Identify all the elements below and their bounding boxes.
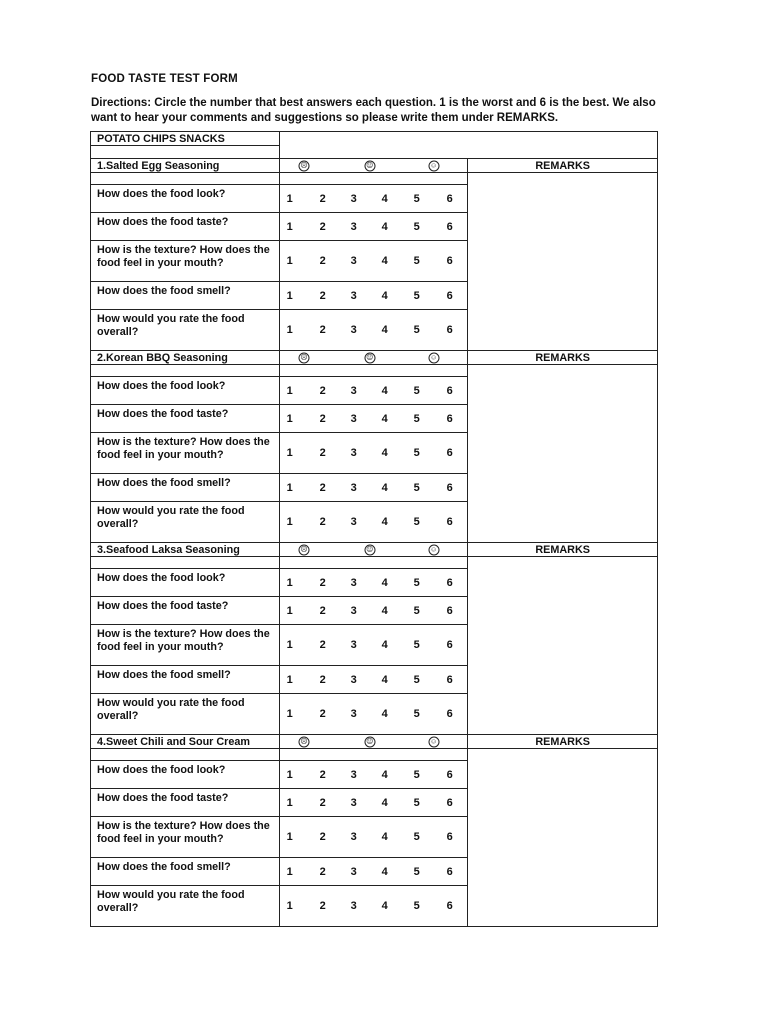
rating-option[interactable]: 1 [286, 324, 293, 336]
remarks-header: REMARKS [468, 159, 658, 173]
rating-option[interactable]: 6 [446, 289, 453, 302]
rating-option[interactable]: 5 [413, 324, 420, 336]
rating-option[interactable]: 4 [381, 447, 388, 459]
rating-faces [279, 159, 468, 173]
question-text: How does the food look? [91, 569, 280, 597]
rating-option[interactable]: 2 [319, 220, 326, 233]
rating-scale [279, 597, 468, 625]
question-text: How does the food taste? [91, 597, 280, 625]
rating-option[interactable]: 2 [319, 768, 326, 781]
rating-option[interactable]: 4 [381, 831, 388, 843]
rating-option[interactable]: 5 [413, 192, 420, 205]
question-text: How does the food taste? [91, 789, 280, 817]
rating-option[interactable]: 6 [446, 604, 453, 617]
rating-scale [279, 789, 468, 817]
rating-option[interactable]: 4 [381, 481, 388, 494]
rating-option[interactable]: 5 [413, 708, 420, 720]
rating-option[interactable]: 3 [350, 516, 357, 528]
section-name: 3.Seafood Laksa Seasoning [91, 543, 280, 557]
rating-option[interactable]: 3 [350, 220, 357, 233]
rating-option[interactable]: 6 [446, 768, 453, 781]
rating-option[interactable]: 5 [413, 604, 420, 617]
remarks-header: REMARKS [468, 543, 658, 557]
category-label: POTATO CHIPS SNACKS [91, 132, 280, 146]
rating-option[interactable]: 4 [381, 900, 388, 912]
rating-option[interactable]: 6 [446, 673, 453, 686]
blank-cell [91, 146, 280, 159]
rating-scale [279, 569, 468, 597]
rating-scale [279, 666, 468, 694]
rating-option[interactable]: 5 [413, 255, 420, 267]
rating-option[interactable]: 4 [381, 768, 388, 781]
rating-option[interactable]: 2 [319, 481, 326, 494]
rating-option[interactable]: 5 [413, 447, 420, 459]
rating-option[interactable]: 6 [446, 796, 453, 809]
question-text: How does the food smell? [91, 474, 280, 502]
rating-option[interactable]: 6 [446, 192, 453, 205]
rating-option[interactable]: 4 [381, 708, 388, 720]
rating-option[interactable]: 6 [446, 831, 453, 843]
rating-option[interactable]: 4 [381, 289, 388, 302]
header-blank-cell [279, 132, 657, 159]
rating-scale [279, 377, 468, 405]
rating-option[interactable]: 1 [286, 192, 293, 205]
question-text: How does the food look? [91, 761, 280, 789]
rating-option[interactable]: 4 [381, 220, 388, 233]
rating-option[interactable]: 2 [319, 900, 326, 912]
rating-option[interactable]: 5 [413, 796, 420, 809]
rating-option[interactable]: 4 [381, 384, 388, 397]
rating-option[interactable]: 6 [446, 516, 453, 528]
remarks-box[interactable] [468, 749, 658, 927]
rating-option[interactable]: 5 [413, 673, 420, 686]
question-text: How is the texture? How does the food feel in your mouth? [91, 817, 280, 858]
question-text: How does the food smell? [91, 282, 280, 310]
rating-option[interactable]: 2 [319, 831, 326, 843]
rating-option[interactable]: 3 [350, 481, 357, 494]
rating-option[interactable]: 2 [319, 708, 326, 720]
neutral-face-icon: 😐 [366, 546, 374, 553]
rating-option[interactable]: 3 [350, 324, 357, 336]
rating-option[interactable]: 1 [286, 768, 293, 781]
section-name: 4.Sweet Chili and Sour Cream [91, 735, 280, 749]
rating-scale [279, 886, 468, 927]
rating-option[interactable]: 3 [350, 412, 357, 425]
rating-scale [279, 213, 468, 241]
remarks-box[interactable] [468, 365, 658, 543]
rating-option[interactable]: 1 [286, 639, 293, 651]
rating-scale [279, 282, 468, 310]
question-text: How would you rate the food overall? [91, 694, 280, 735]
rating-option[interactable]: 6 [446, 481, 453, 494]
rating-option[interactable]: 5 [413, 481, 420, 494]
rating-option[interactable]: 6 [446, 865, 453, 878]
rating-option[interactable]: 5 [413, 865, 420, 878]
rating-option[interactable]: 5 [413, 900, 420, 912]
question-text: How does the food look? [91, 185, 280, 213]
rating-option[interactable]: 2 [319, 865, 326, 878]
rating-option[interactable]: 2 [319, 673, 326, 686]
rating-option[interactable]: 5 [413, 576, 420, 589]
rating-option[interactable]: 4 [381, 516, 388, 528]
rating-option[interactable]: 3 [350, 865, 357, 878]
remarks-header: REMARKS [468, 735, 658, 749]
neutral-face-icon: 😐 [366, 162, 374, 169]
rating-option[interactable]: 2 [319, 639, 326, 651]
rating-option[interactable]: 1 [286, 447, 293, 459]
form-title: FOOD TASTE TEST FORM [91, 73, 238, 85]
rating-option[interactable]: 4 [381, 255, 388, 267]
rating-option[interactable]: 3 [350, 708, 357, 720]
question-text: How does the food taste? [91, 213, 280, 241]
spacer-cell [279, 365, 468, 377]
question-text: How would you rate the food overall? [91, 310, 280, 351]
rating-option[interactable]: 4 [381, 673, 388, 686]
rating-option[interactable]: 5 [413, 831, 420, 843]
rating-option[interactable]: 3 [350, 768, 357, 781]
question-text: How would you rate the food overall? [91, 886, 280, 927]
rating-scale [279, 694, 468, 735]
rating-option[interactable]: 4 [381, 324, 388, 336]
rating-option[interactable]: 4 [381, 639, 388, 651]
rating-option[interactable]: 4 [381, 865, 388, 878]
spacer-cell [279, 749, 468, 761]
spacer-cell [91, 749, 280, 761]
taste-test-table [90, 131, 658, 927]
rating-option[interactable]: 3 [350, 576, 357, 589]
rating-option[interactable]: 2 [319, 447, 326, 459]
rating-option[interactable]: 1 [286, 576, 293, 589]
rating-option[interactable]: 6 [446, 900, 453, 912]
rating-scale [279, 405, 468, 433]
section-name: 2.Korean BBQ Seasoning [91, 351, 280, 365]
rating-option[interactable]: 2 [319, 576, 326, 589]
happy-face-icon: ☺ [429, 162, 438, 169]
rating-option[interactable]: 5 [413, 639, 420, 651]
rating-option[interactable]: 1 [286, 384, 293, 397]
spacer-cell [279, 173, 468, 185]
rating-scale [279, 241, 468, 282]
rating-option[interactable]: 3 [350, 831, 357, 843]
rating-option[interactable]: 3 [350, 604, 357, 617]
rating-option[interactable]: 4 [381, 576, 388, 589]
rating-scale [279, 310, 468, 351]
rating-option[interactable]: 5 [413, 384, 420, 397]
rating-scale [279, 625, 468, 666]
rating-option[interactable]: 2 [319, 289, 326, 302]
rating-option[interactable]: 5 [413, 220, 420, 233]
rating-option[interactable]: 4 [381, 192, 388, 205]
happy-face-icon: ☺ [429, 546, 438, 553]
rating-option[interactable]: 1 [286, 516, 293, 528]
rating-option[interactable]: 3 [350, 639, 357, 651]
rating-option[interactable]: 6 [446, 324, 453, 336]
rating-option[interactable]: 3 [350, 289, 357, 302]
question-text: How is the texture? How does the food feel in your mouth? [91, 433, 280, 474]
rating-faces [279, 735, 468, 749]
spacer-cell [91, 557, 280, 569]
rating-option[interactable]: 4 [381, 796, 388, 809]
rating-scale [279, 433, 468, 474]
rating-option[interactable]: 2 [319, 516, 326, 528]
rating-option[interactable]: 2 [319, 255, 326, 267]
rating-option[interactable]: 6 [446, 708, 453, 720]
sad-face-icon: ☹ [300, 546, 308, 553]
question-text: How is the texture? How does the food feel in your mouth? [91, 625, 280, 666]
rating-option[interactable]: 1 [286, 831, 293, 843]
rating-option[interactable]: 2 [319, 192, 326, 205]
rating-option[interactable]: 2 [319, 604, 326, 617]
rating-option[interactable]: 3 [350, 192, 357, 205]
rating-option[interactable]: 3 [350, 796, 357, 809]
question-text: How does the food look? [91, 377, 280, 405]
question-text: How does the food smell? [91, 858, 280, 886]
rating-option[interactable]: 5 [413, 289, 420, 302]
question-text: How would you rate the food overall? [91, 502, 280, 543]
rating-option[interactable]: 1 [286, 255, 293, 267]
rating-faces [279, 351, 468, 365]
neutral-face-icon: 😐 [366, 738, 374, 745]
rating-option[interactable]: 6 [446, 255, 453, 267]
rating-option[interactable]: 1 [286, 412, 293, 425]
rating-option[interactable]: 4 [381, 412, 388, 425]
rating-option[interactable]: 1 [286, 289, 293, 302]
rating-option[interactable]: 1 [286, 865, 293, 878]
section-name: 1.Salted Egg Seasoning [91, 159, 280, 173]
rating-scale [279, 474, 468, 502]
question-text: How does the food smell? [91, 666, 280, 694]
rating-option[interactable]: 5 [413, 412, 420, 425]
rating-option[interactable]: 4 [381, 604, 388, 617]
rating-option[interactable]: 2 [319, 412, 326, 425]
rating-option[interactable]: 1 [286, 220, 293, 233]
rating-option[interactable]: 2 [319, 384, 326, 397]
rating-scale [279, 185, 468, 213]
spacer-cell [91, 173, 280, 185]
spacer-cell [279, 557, 468, 569]
rating-scale [279, 858, 468, 886]
rating-option[interactable]: 3 [350, 673, 357, 686]
sad-face-icon: ☹ [300, 354, 308, 361]
remarks-box[interactable] [468, 173, 658, 351]
happy-face-icon: ☺ [429, 738, 438, 745]
rating-scale [279, 502, 468, 543]
rating-option[interactable]: 2 [319, 796, 326, 809]
remarks-header: REMARKS [468, 351, 658, 365]
rating-faces [279, 543, 468, 557]
neutral-face-icon: 😐 [366, 354, 374, 361]
rating-option[interactable]: 1 [286, 708, 293, 720]
sad-face-icon: ☹ [300, 162, 308, 169]
rating-option[interactable]: 1 [286, 900, 293, 912]
rating-option[interactable]: 6 [446, 576, 453, 589]
rating-option[interactable]: 1 [286, 604, 293, 617]
rating-option[interactable]: 6 [446, 412, 453, 425]
directions-text: Directions: Circle the number that best answers each question. 1 is the worst and 6 is the best. We also want to hear your comments and suggestions so please write them under REMARKS. [91, 97, 656, 124]
question-text: How does the food taste? [91, 405, 280, 433]
rating-option[interactable]: 3 [350, 255, 357, 267]
rating-option[interactable]: 1 [286, 673, 293, 686]
rating-option[interactable]: 1 [286, 481, 293, 494]
rating-option[interactable]: 6 [446, 639, 453, 651]
sad-face-icon: ☹ [300, 738, 308, 745]
rating-option[interactable]: 6 [446, 384, 453, 397]
rating-option[interactable]: 3 [350, 900, 357, 912]
rating-option[interactable]: 6 [446, 447, 453, 459]
rating-option[interactable]: 3 [350, 384, 357, 397]
remarks-box[interactable] [468, 557, 658, 735]
rating-option[interactable]: 2 [319, 324, 326, 336]
rating-scale [279, 817, 468, 858]
rating-option[interactable]: 3 [350, 447, 357, 459]
rating-option[interactable]: 5 [413, 516, 420, 528]
happy-face-icon: ☺ [429, 354, 438, 361]
spacer-cell [91, 365, 280, 377]
rating-option[interactable]: 1 [286, 796, 293, 809]
rating-option[interactable]: 5 [413, 768, 420, 781]
rating-option[interactable]: 6 [446, 220, 453, 233]
rating-scale [279, 761, 468, 789]
question-text: How is the texture? How does the food feel in your mouth? [91, 241, 280, 282]
